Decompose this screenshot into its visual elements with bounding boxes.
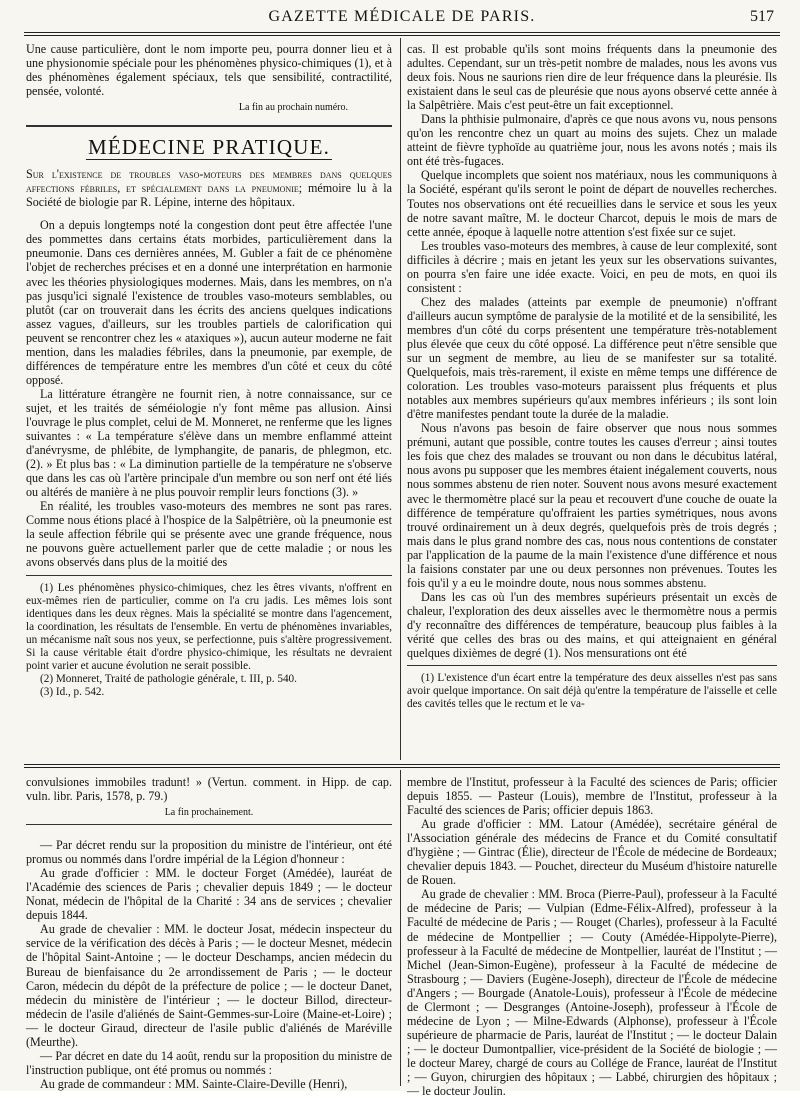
footnote: (1) Les phénomènes physico-chimiques, chez les êtres vivants, n'offrent en eux-mêmes rien de particulier, comme on l'a cru jadis. Les mêmes lois sont identiques dans les deux règnes. Mais la spécialité se montre dans l'agencement, la coordination, les résultats de l'ensemble. En vertu de phénomènes invariables, un mécanisme naît sous nos yeux, se perfectionne, puis s'altère progressivement. Si la cause véritable était d'ordre physico-chimique, les résultats ne devraient point varier et aucune évolution ne serait possible. [26, 581, 392, 673]
decree: — Par décret en date du 14 août, rendu sur la proposition du ministre de l'instruction publique, ont été promus ou nommés : [26, 1048, 392, 1077]
paragraph: Nous n'avons pas besoin de faire observer que nous nous sommes prémuni, autant que possible, contre toutes les causes d'erreur ; ainsi toutes les fois que chez des malades se trouvant ou non dans le décubitus latéral, nous avons pu supposer que les membres étaient inégalement couverts, nous nous sommes abstenu de rien noter. Souvent nous avons mesuré exactement avec le thermomètre placé sur la peau et recouvert d'une couche de ouate la différence de température qu'offraient les parties symétriques, nous avons trouvé ordinairement un à deux degrés, quelquefois près de trois degrés ; mais dans le plus grand nombre des cas, nous nous contentions de constater par l'application de la paume de la main l'existence d'une différence et nous la faisions constater par une ou deux personnes non prévenues. Toutes les fois qu'il y a eu le moindre doute, nous nous sommes abstenu. [407, 421, 777, 590]
paragraph: Dans les cas où l'un des membres supérieurs présentait un excès de chaleur, l'exploration des deux aisselles avec le thermomètre nous a permis d'y reconnaître des différences de température, beaucoup plus faibles à la vérité que celles des bras ou des mains, et qui atteignaient en général quelques dixièmes de degré (1). Nos mensurations ont été [407, 589, 777, 661]
lower-left-column [26, 775, 392, 1091]
paragraph: convulsiones immobiles tradunt! » (Vertun. comment. in Hipp. de cap. vuln. libr. Paris, 1578, p. 79.) [26, 775, 392, 804]
page-number: 517 [750, 8, 774, 25]
upper-column-divider [400, 38, 401, 760]
decree: Au grade de commandeur : MM. Sainte-Claire-Deville (Henri), [40, 1076, 348, 1091]
section-rule [26, 824, 392, 825]
footnote: (1) L'existence d'un écart entre la température des deux aisselles n'est pas sans avoir quelque importance. On sait déjà qu'entre la température de l'aisselle et celle des cavités telles que le rectum et le va- [407, 672, 777, 711]
paragraph: Quelque incomplets que soient nos matériaux, nous les communiquons à la Société, espérant qu'ils seront le point de départ de nouvelles recherches. Toutes nos observations ont été recueillies dans le service et sous les yeux de notre savant maître, M. le docteur Charcot, depuis le mois de mars de cette année, époque à laquelle notre attention s'est fixée sur ce sujet. [407, 168, 777, 239]
header-rule [24, 32, 780, 36]
footnotes [407, 672, 777, 711]
paragraph: Les troubles vaso-moteurs des membres, à cause de leur complexité, sont difficiles à décrire ; mais en jetant les yeux sur les observations suivantes, on pourra s'en faire une idée exacte. Voici, en peu de mots, en quoi ils consistent : [407, 238, 777, 295]
footnotes [26, 582, 392, 700]
previous-article-ending: Une cause particulière, dont le nom importe peu, pourra donner lieu et à une physionomie spéciale pour les phénomènes physico-chimiques (1), et à des phénomènes également spéciaux, tels que sensibilité, contractilité, pensée, volonté. [26, 42, 392, 99]
lower-right-column [407, 775, 777, 1098]
upper-left-column [26, 42, 392, 760]
paragraph: Dans la phthisie pulmonaire, d'après ce que nous avons vu, nous pensons qu'on les rencontre chez un quart au moins des sujets. Chez un malade atteint de fièvre typhoïde au quatrième jour, nous les avons notés ; mais ils ont été très-fugaces. [407, 112, 777, 169]
running-header [26, 6, 778, 30]
footnote: (2) Monneret, Traité de pathologie générale, t. III, p. 540. [40, 673, 297, 686]
upper-right-column [407, 42, 777, 760]
footnote: (3) Id., p. 542. [40, 686, 105, 699]
journal-title: GAZETTE MÉDICALE DE PARIS. [268, 8, 536, 25]
article-title: Sur l'existence de troubles vaso-moteurs des membres dans quelques affections fébriles, et spécialement dans la pneumonie; [26, 167, 392, 196]
decree: Au grade d'officier : MM. le docteur Forget (Amédée), lauréat de l'Académie des sciences de Paris ; chevalier depuis 1849 ; — le docteur Nonat, médecin de l'hôpital de la Charité : 34 ans de services ; chevalier depuis 1844. [26, 866, 392, 923]
paragraph: membre de l'Institut, professeur à la Faculté des sciences de Paris; officier depuis 1855. — Pasteur (Louis), membre de l'Institut, professeur à la Faculté des sciences de Paris; officier depuis 1863. [407, 775, 777, 818]
paragraph: On a depuis longtemps noté la congestion dont peut être affectée l'une des pommettes dans certains états morbides, particulièrement dans la pneumonie. Dans ces dernières années, M. Gubler a fait de ce phénomène l'objet de recherches précises et en a donné une interprétation en harmonie avec les théories physiologiques modernes. Mais, dans les membres, on n'a pas jusqu'ici signalé l'existence de troubles vaso-moteurs semblables, ou plutôt (car on trouverait dans les écrits des anciens quelques indications assez vagues, d'ailleurs, sur les troubles partiels de calorification qui peuvent se rencontrer chez les « ataxiques »), aucun auteur moderne ne fait mention, dans les maladies fébriles, dans la pneumonie, par exemple, de différences de température entre les membres d'un côté et ceux du côté opposé. [26, 218, 392, 387]
article-subtitle: mémoire lu à la Société de biologie par R. Lépine, interne des hôpitaux. [26, 181, 392, 210]
continuation-note: La fin prochainement. [164, 807, 254, 819]
decree: — Par décret rendu sur la proposition du ministre de l'intérieur, ont été promus ou nommés dans l'ordre impérial de la Légion d'honneur : [26, 838, 392, 867]
middle-rule [24, 764, 780, 768]
paragraph: Chez des malades (atteints par exemple de pneumonie) n'offrant d'ailleurs aucun symptôme de paralysie de la motilité et de la sensibilité, les membres d'un côté du corps présentent une température très-notablement plus élevée que ceux du côté opposé. La différence peut n'être sensible que sur un segment de membre, au lieu de se manifester sur sa totalité. Quelquefois, mais très-rarement, il existe en même temps une différence de coloration. Les troubles vaso-moteurs paraissent plus fréquents et plus notables aux membres supérieurs qu'aux membres inférieurs ; ils sont loin d'être manifestes pendant toute la durée de la maladie. [407, 294, 777, 422]
paragraph: cas. Il est probable qu'ils sont moins fréquents dans la pneumonie des adultes. Cependant, sur un très-petit nombre de malades, nous les avons vus deux fois. Nous ne saurions rien dire de leur fréquence dans la pleurésie. Ils existaient dans le seul cas de pleurésie que nous ayons observé cette année à la Salpêtrière. Mais c'est peut-être un fait exceptionnel. [407, 42, 777, 113]
section-rule [26, 125, 392, 127]
footnote-rule [26, 575, 392, 576]
paragraph: Au grade de chevalier : MM. Broca (Pierre-Paul), professeur à la Faculté de médecine de Paris; — Vulpian (Edme-Félix-Alfred), professeur à la Faculté de médecine de Paris ; — Rouget (Charles), professeur à la Faculté de médecine de Montpellier ; — Couty (Amédée-Hippolyte-Pierre), professeur à la Faculté de médecine de Montpellier, lauréat de l'Institut ; — Michel (Jean-Simon-Eugène), professeur à la Faculté de médecine de Strasbourg ; — Daviers (Eugène-Joseph), directeur de l'École de médecine d'Angers ; — Bourgade (Anatole-Louis), professeur à l'École de médecine de Clermont ; — Desgranges (Antoine-Joseph), professeur à l'École de médecine de Lyon ; — Milne-Edwards (Alphonse), professeur à l'École supérieure de pharmacie de Paris, lauréat de l'Institut ; — le docteur Dalain ; — le docteur Dumontpallier, vice-président de la Société de biologie ; — le docteur Marey, chargé de cours au Collége de France, lauréat de l'Institut ; — Guyon, chirurgien des hôpitaux ; — Labbé, chirurgien des hôpitaux ; — le docteur Joulin. [407, 887, 777, 1098]
paragraph: La littérature étrangère ne fournit rien, à notre connaissance, sur ce sujet, et les traités de séméiologie n'y font même pas allusion. Ainsi l'ouvrage le plus complet, celui de M. Monneret, ne renferme que les lignes suivantes : « La température s'élève dans un membre enflammé atteint d'anévrysme, de phlébite, de lymphangite, de panaris, de phlegmon, etc. (2). » Et plus bas : « La diminution partielle de la température ne s'observe que dans les cas où l'artère principale d'un membre ou son nerf ont été liés ou altérés de manière à ne plus pouvoir remplir leurs fonctions (3). » [26, 386, 392, 500]
lower-column-divider [400, 770, 401, 1086]
section-title: MÉDECINE PRATIQUE. [87, 135, 331, 160]
paragraph: Au grade d'officier : MM. Latour (Amédée), secrétaire général de l'Association générale des médecins de France et du Comité consultatif d'hygiène ; — Gintrac (Élie), directeur de l'École de médecine de Bordeaux; chevalier depuis 1843. — Pouchet, directeur du Muséum d'histoire naturelle de Rouen. [407, 817, 777, 888]
article-heading [26, 167, 392, 209]
footnote-rule [407, 665, 777, 666]
decree: Au grade de chevalier : MM. le docteur Josat, médecin inspecteur du service de la vérification des décès à Paris ; — le docteur Mesnet, médecin de l'hôpital Saint-Antoine ; — le docteur Deschamps, ancien médecin du Bureau de bienfaisance du 2e arrondissement de Paris ; — le docteur Caron, médecin du dépôt de la préfecture de police ; — le docteur Danet, médecin du ministère de l'intérieur ; — le docteur Billod, directeur-médecin de l'asile d'aliénés de Saint-Gemmes-sur-Loire (Maine-et-Loire) ; — le docteur Giraud, directeur de l'asile public d'aliénés de Maréville (Meurthe). [26, 922, 392, 1049]
paragraph: En réalité, les troubles vaso-moteurs des membres ne sont pas rares. Comme nous étions placé à l'hospice de la Salpêtrière, où la pneumonie est la seule affection fébrile qui se présente avec une grande fréquence, nous ne pouvons guère actuellement parler que de cette maladie ; or nous les avons observés dans plus de la moitié des [26, 499, 392, 570]
continuation-note: La fin au prochain numéro. [238, 102, 348, 114]
